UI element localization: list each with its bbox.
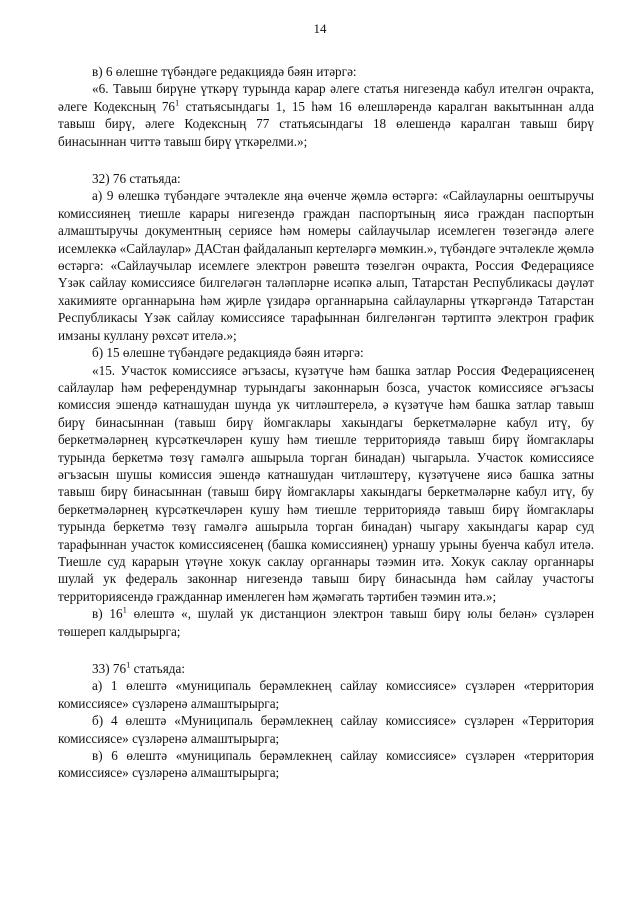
paragraph: [58, 63, 594, 80]
superscript: 1: [126, 659, 131, 670]
paragraph-text: б) 4 өлештә «Муниципаль берәмлекнең сайлау комиссиясе» сүзләрен «Территория комиссиясе» сүзләренә алмаштырырга;: [58, 713, 594, 746]
paragraph: [58, 362, 594, 606]
superscript: 1: [175, 97, 180, 108]
paragraph-text: а) 9 өлешкә түбәндәге эчтәлекле яңа өченче җөмлә өстәргә: «Сайлауларны оештыручы комиссиянең тиешле карары нигезендә граждан паспортының яисә граждан паспортын алмаштыручы документның сериясе һәм номеры сайлаучылар исемлеген төзегәндә әлеге исемлеккә «Сайлаулар» ДАСтан файдаланып кертеләргә мөмкин.», түбәндәге эчтәлекле җөмлә өстәргә: «Сайлаучылар исемлеге электрон рәвештә төзелгән очракта, Россия Федерациясе Үзәк сайлау комиссиясе билгеләгән таләпләрне исәпкә алып, Татарстан Республикасы дәүләт хакимияте органнарына һәм җирле үзидарә органнарына сайлауларны үткәргәндә Татарстан Республикасы Үзәк сайлау комиссиясе тарафыннан билгеләнгән тәртиптә электрон график имзаны куллану рөхсәт ителә.»;: [58, 188, 594, 343]
paragraph-text: в) 6 өлештә «муниципаль берәмлекнең сайлау комиссиясе» сүзләрен «территория комиссиясе» сүзләренә алмаштырырга;: [58, 748, 594, 781]
superscript: 1: [122, 604, 127, 615]
paragraph: [58, 187, 594, 344]
paragraph-text: а) 1 өлештә «муниципаль берәмлекнең сайлау комиссиясе» сүзләрен «территория комиссиясе» сүзләренә алмаштырырга;: [58, 678, 594, 711]
paragraph-text: в) 16: [92, 606, 123, 622]
paragraph-gap: [58, 640, 594, 660]
paragraph-text-continued: статьясындагы 1, 15 һәм 16 өлешләрендә каралган вакытыннан алда тавыш бирү, әлеге Кодексның 77 статьясындагы 18 өлешендә каралган тавыш бирү бинасыннан читтә тавыш бирү үткәрелми.»;: [58, 98, 595, 149]
paragraph: [58, 677, 594, 712]
page-number: 14: [313, 21, 327, 36]
paragraph: [58, 712, 594, 747]
paragraph-text: «6. Тавыш бирүне үткәрү турында карар әлеге статья нигезендә кабул ителгән очракта, әлеге Кодексның 76: [58, 81, 594, 114]
paragraph-text: «15. Участок комиссиясе әгъзасы, күзәтүче һәм башка затлар Россия Федерациясенең сайлаулар һәм референдумнар турындагы законнарын бозса, участок комиссиясе әгъзасы комиссия эшендә катнашудан шунда ук читләштерелә, ә күзәтүче һәм башка затлар тавыш бирү бинасыннан (тавыш бирү йомгаклары хакындагы беркетмәләрне кабул итү, бу беркетмәләрнең күрсәткечләрен кушу һәм тиешле территориядә тавыш бирү йомгаклары турында беркетмә төзү гамәлгә ашырыла торган бинадан) чыгарыла. Участок комиссиясе әгъзасын шушы комиссия эшендә катнашудан читләштерү, күзәтүчене яисә башка затны тавыш бирү бинасыннан (тавыш бирү йомгаклары хакындагы беркетмәләрне кабул итү, бу беркетмәләрнең күрсәткечләрен кушу һәм тиешле территориядә тавыш бирү йомгаклары турында беркетмә төзү гамәлгә ашырыла торган бинадан) чыгару хакындагы карар суд тарафыннан участок комиссиясенең (башка комиссиянең) урнашу урыны буенча кабул ителә. Тиешле суд карарын үтәүне хокук саклау органнары тәэмин итә. Хокук саклау органнары шулай ук федераль законнар нигезендә тавыш бирү бинасында һәм сайлау участогы территориясендә гражданнар именлеген һәм җәмәгать тәртибен тәэмин итә.»;: [58, 362, 594, 604]
paragraph: [58, 660, 594, 677]
paragraph: [58, 605, 594, 640]
paragraph-gap: [58, 150, 594, 170]
document-body: [58, 63, 594, 782]
paragraph-text: 32) 76 статьяда:: [92, 171, 181, 187]
paragraph: [58, 344, 594, 361]
paragraph: [58, 747, 594, 782]
paragraph-text: б) 15 өлешне түбәндәге редакциядә бәян итәргә:: [92, 345, 364, 361]
paragraph-text-continued: статьяда:: [130, 661, 185, 676]
paragraph-text-continued: өлештә «, шулай ук дистанцион электрон тавыш бирү юлы белән» сүзләрен төшереп калдырырга;: [58, 606, 594, 639]
paragraph-text: в) 6 өлешне түбәндәге редакциядә бәян итәргә:: [92, 64, 357, 79]
paragraph-text: 33) 76: [92, 661, 127, 676]
paragraph: [58, 80, 594, 150]
paragraph: [58, 170, 594, 187]
